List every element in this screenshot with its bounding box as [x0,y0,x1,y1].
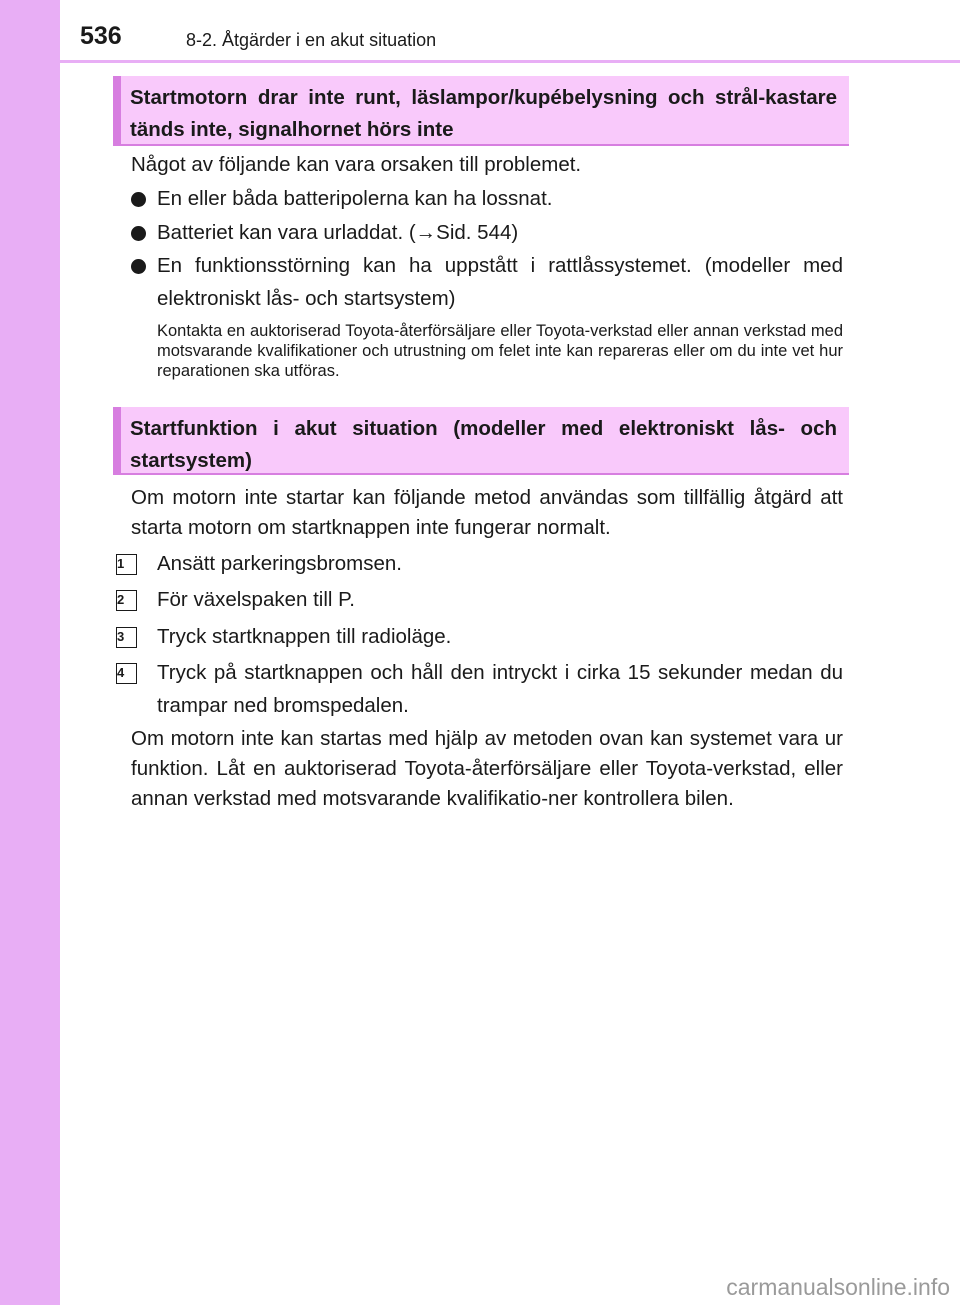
step-text: För växelspaken till P. [157,588,355,611]
step-number-badge: 1 [116,554,137,575]
intro-paragraph-2: Om motorn inte startar kan följande metod användas som tillfällig åtgärd att starta motorn om startknappen inte fungerar normalt. [131,486,843,539]
step-number-badge: 3 [116,627,137,648]
bullet-icon [131,226,146,241]
bullet-text: En funktionsstörning kan ha uppstått i rattlåssystemet. (modeller med elektroniskt lås- och startsystem) [157,254,843,310]
section-title: 8-2. Åtgärder i en akut situation [186,30,437,50]
note-paragraph: Kontakta en auktoriserad Toyota-återförsäljare eller Toyota-verkstad eller annan verkstad med motsvarande kvalifikationer och utrustning om felet inte kan repareras eller om du inte vet hur reparationen ska utföras. [157,322,843,380]
bullet-item [131,249,843,315]
step-number-badge: 2 [116,590,137,611]
section-heading-2: Startfunktion i akut situation (modeller med elektroniskt lås- och startsystem) [113,407,849,475]
bullet-icon [131,259,146,274]
side-tab-bar [0,0,60,1305]
step-number-badge: 4 [116,663,137,684]
section-heading-1: Startmotorn drar inte runt, läslampor/kupébelysning och strål-kastare tänds inte, signalhornet hörs inte [113,76,849,146]
bullet-text: Batteriet kan vara urladdat. (→Sid. 544) [157,221,519,244]
page-number: 536 [80,22,122,50]
step-text: Tryck på startknappen och håll den intryckt i cirka 15 sekunder medan du trampar ned bromspedalen. [157,661,843,717]
step-text: Tryck startknappen till radioläge. [157,625,452,648]
bullet-item [131,182,843,215]
closing-paragraph: Om motorn inte kan startas med hjälp av metoden ovan kan systemet vara ur funktion. Låt en auktoriserad Toyota-återförsäljare eller Toyota-verkstad, eller annan verkstad med motsvarande kvalifikatio-ner kontrollera bilen. [131,727,843,810]
bullet-text: En eller båda batteripolerna kan ha lossnat. [157,187,553,210]
bullet-item [131,216,843,249]
step-item [116,620,843,653]
watermark-text: carmanualsonline.info [726,1274,950,1300]
bullet-icon [131,192,146,207]
step-item [116,547,843,580]
step-item [116,656,843,722]
step-item [116,583,843,616]
step-text: Ansätt parkeringsbromsen. [157,552,402,575]
intro-paragraph-1: Något av följande kan vara orsaken till problemet. [131,153,582,176]
header-rule [60,60,960,63]
